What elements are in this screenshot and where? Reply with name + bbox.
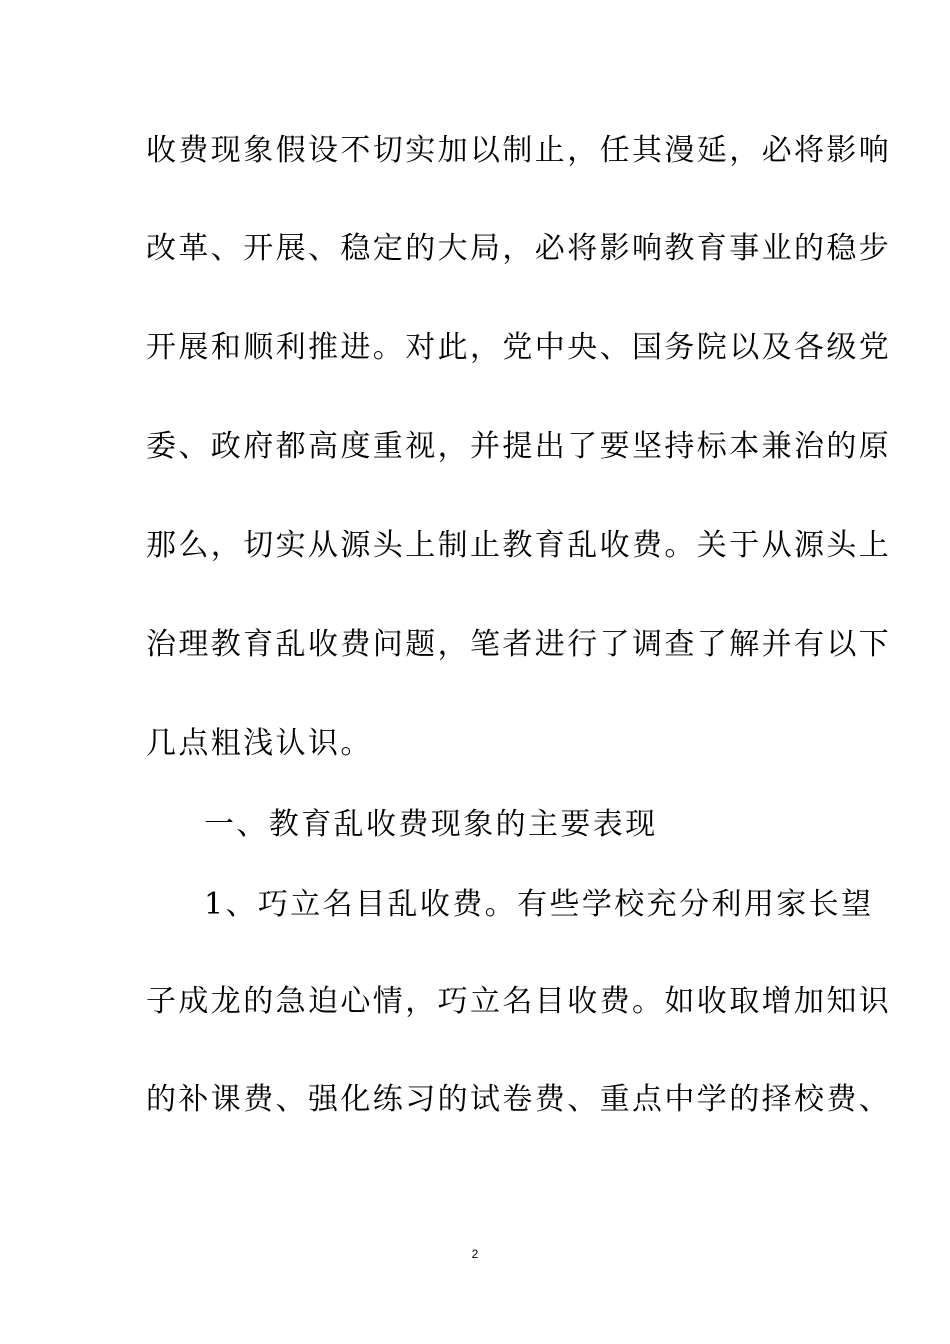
- text-line-6: 治理教育乱收费问题，笔者进行了调查了解并有以下: [146, 627, 892, 662]
- section-heading: 一、教育乱收费现象的主要表现: [204, 807, 658, 842]
- text-line-5: 那么，切实从源头上制止教育乱收费。关于从源头上: [146, 528, 892, 563]
- text-line-10: 子成龙的急迫心情，巧立名目收费。如收取增加知识: [146, 984, 892, 1019]
- text-line-3: 开展和顺利推进。对此，党中央、国务院以及各级党: [146, 330, 892, 365]
- text-line-9: 1、巧立名目乱收费。有些学校充分利用家长望: [204, 887, 874, 922]
- text-line-4: 委、政府都高度重视，并提出了要坚持标本兼治的原: [146, 429, 892, 464]
- text-line-1: 收费现象假设不切实加以制止，任其漫延，必将影响: [146, 133, 892, 168]
- page-number: 2: [471, 1247, 479, 1261]
- text-line-7: 几点粗浅认识。: [146, 726, 373, 761]
- text-line-11: 的补课费、强化练习的试卷费、重点中学的择校费、: [146, 1082, 892, 1117]
- text-line-2: 改革、开展、稳定的大局，必将影响教育事业的稳步: [146, 231, 892, 266]
